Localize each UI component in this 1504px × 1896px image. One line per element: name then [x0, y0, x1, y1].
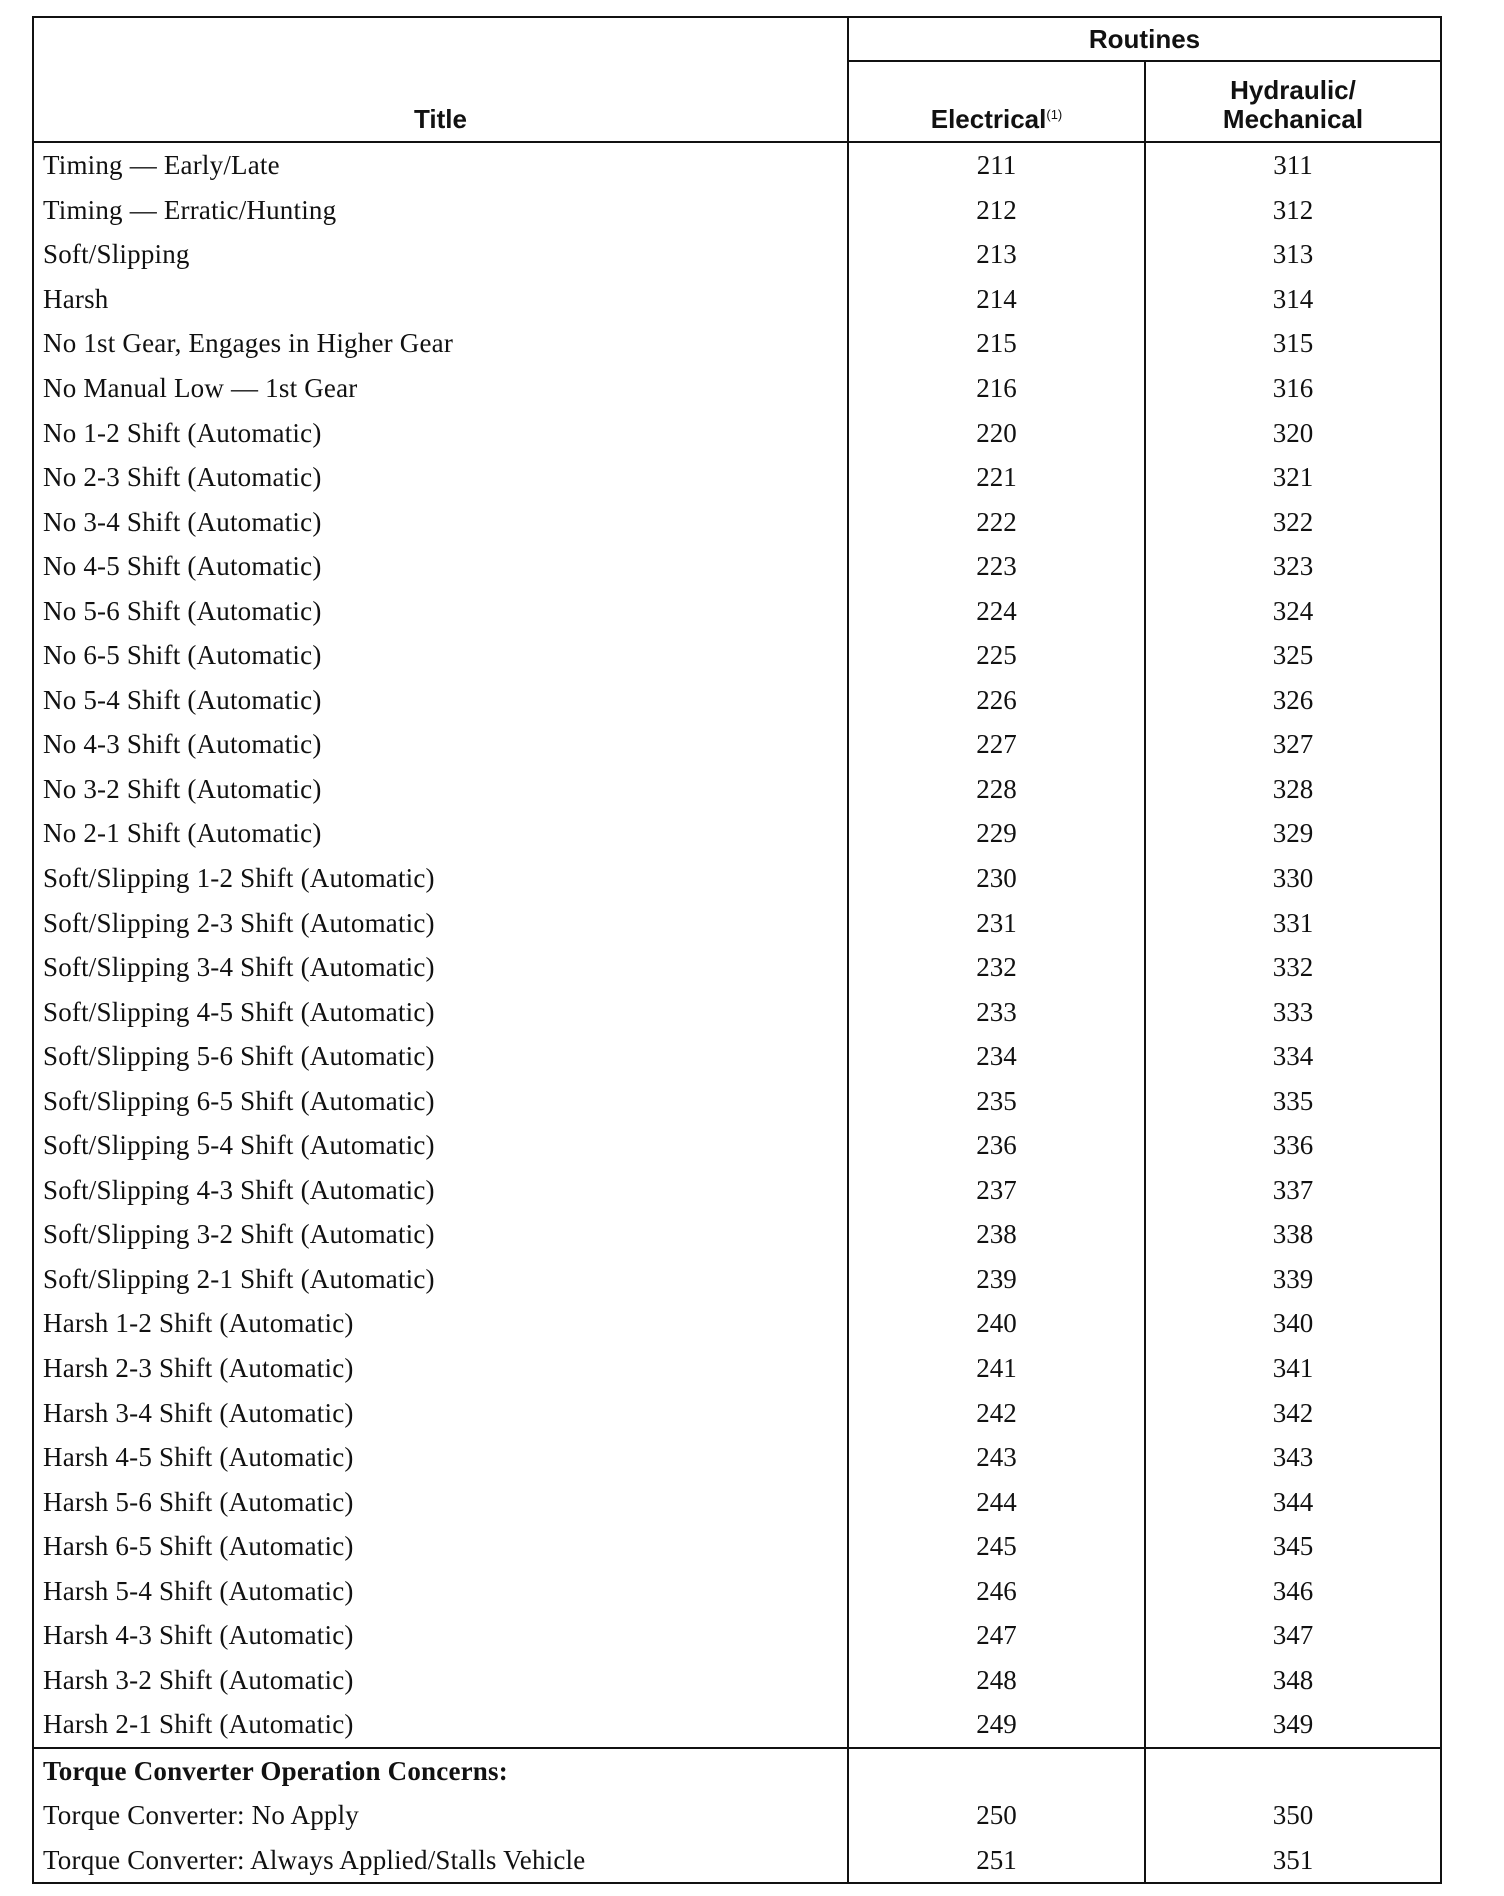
hydraulic-routine-cell: 324: [1145, 588, 1441, 633]
hydraulic-routine-cell: 347: [1145, 1613, 1441, 1658]
hydraulic-routine-cell: 328: [1145, 767, 1441, 812]
row-title-cell: Soft/Slipping 4-3 Shift (Automatic): [33, 1168, 848, 1213]
electrical-routine-cell: 242: [848, 1390, 1145, 1435]
row-title-cell: No 5-6 Shift (Automatic): [33, 588, 848, 633]
electrical-routine-cell: 212: [848, 188, 1145, 233]
row-title-cell: No 6-5 Shift (Automatic): [33, 633, 848, 678]
hydraulic-routine-cell: 337: [1145, 1168, 1441, 1213]
electrical-routine-cell: 239: [848, 1257, 1145, 1302]
row-title-cell: No 2-1 Shift (Automatic): [33, 811, 848, 856]
electrical-routine-cell: 243: [848, 1435, 1145, 1480]
row-title-cell: Soft/Slipping 5-6 Shift (Automatic): [33, 1034, 848, 1079]
row-title-cell: Soft/Slipping 3-4 Shift (Automatic): [33, 945, 848, 990]
hydraulic-routine-cell: 315: [1145, 321, 1441, 366]
table-row: [33, 1569, 1441, 1614]
table-row: [33, 811, 1441, 856]
row-title-cell: Timing — Early/Late: [33, 142, 848, 188]
electrical-routine-cell: 231: [848, 900, 1145, 945]
table-row: [33, 678, 1441, 723]
row-title-cell: Harsh 6-5 Shift (Automatic): [33, 1524, 848, 1569]
column-header-electrical: [848, 61, 1145, 142]
row-title-cell: Harsh: [33, 277, 848, 322]
row-title-cell: No 3-4 Shift (Automatic): [33, 499, 848, 544]
hydraulic-routine-cell: 350: [1145, 1793, 1441, 1838]
electrical-routine-cell: 244: [848, 1479, 1145, 1524]
hydraulic-routine-cell: 344: [1145, 1479, 1441, 1524]
hydraulic-routine-cell: 326: [1145, 678, 1441, 723]
table-row: [33, 1123, 1441, 1168]
column-header-hydraulic-mechanical: [1145, 61, 1441, 142]
table-row: [33, 1168, 1441, 1213]
hydraulic-routine-cell: 323: [1145, 544, 1441, 589]
electrical-routine-cell: 220: [848, 410, 1145, 455]
electrical-routine-cell: 221: [848, 455, 1145, 500]
hydraulic-routine-cell: 331: [1145, 900, 1441, 945]
row-title-cell: Soft/Slipping 2-1 Shift (Automatic): [33, 1257, 848, 1302]
electrical-routine-cell: 226: [848, 678, 1145, 723]
table-row: [33, 455, 1441, 500]
electrical-routine-cell: 211: [848, 142, 1145, 188]
hydraulic-routine-cell: 336: [1145, 1123, 1441, 1168]
electrical-routine-cell: 222: [848, 499, 1145, 544]
electrical-routine-cell: 245: [848, 1524, 1145, 1569]
hydraulic-routine-cell: 351: [1145, 1838, 1441, 1884]
hydraulic-routine-cell: 346: [1145, 1569, 1441, 1614]
electrical-routine-cell: 216: [848, 366, 1145, 411]
row-title-cell: Harsh 2-1 Shift (Automatic): [33, 1702, 848, 1748]
row-title-cell: Torque Converter: Always Applied/Stalls Vehicle: [33, 1838, 848, 1884]
electrical-routine-cell: 213: [848, 232, 1145, 277]
electrical-routine-cell: 236: [848, 1123, 1145, 1168]
row-title-cell: No Manual Low — 1st Gear: [33, 366, 848, 411]
table-row: [33, 633, 1441, 678]
electrical-routine-cell: 247: [848, 1613, 1145, 1658]
table-row: [33, 1212, 1441, 1257]
electrical-routine-cell: 248: [848, 1658, 1145, 1703]
electrical-routine-cell: 241: [848, 1346, 1145, 1391]
table-body: [33, 142, 1441, 1748]
table-row: [33, 1658, 1441, 1703]
electrical-routine-cell: 223: [848, 544, 1145, 589]
row-title-cell: Soft/Slipping 3-2 Shift (Automatic): [33, 1212, 848, 1257]
electrical-routine-cell: 235: [848, 1078, 1145, 1123]
row-title-cell: Soft/Slipping 4-5 Shift (Automatic): [33, 989, 848, 1034]
hydraulic-routine-cell: 348: [1145, 1658, 1441, 1703]
torque-converter-section: [33, 1748, 1441, 1884]
row-title-cell: No 1-2 Shift (Automatic): [33, 410, 848, 455]
electrical-routine-cell: 227: [848, 722, 1145, 767]
section-empty-cell: [1145, 1748, 1441, 1794]
row-title-cell: Soft/Slipping 2-3 Shift (Automatic): [33, 900, 848, 945]
hydraulic-routine-cell: 338: [1145, 1212, 1441, 1257]
electrical-routine-cell: 225: [848, 633, 1145, 678]
table-row: [33, 1838, 1441, 1884]
section-empty-cell: [848, 1748, 1145, 1794]
table-row: [33, 900, 1441, 945]
hydraulic-routine-cell: 313: [1145, 232, 1441, 277]
hydraulic-routine-cell: 332: [1145, 945, 1441, 990]
hydraulic-routine-cell: 333: [1145, 989, 1441, 1034]
section-title: Torque Converter Operation Concerns:: [33, 1748, 848, 1794]
table-row: [33, 1435, 1441, 1480]
row-title-cell: No 2-3 Shift (Automatic): [33, 455, 848, 500]
table-row: [33, 1301, 1441, 1346]
electrical-routine-cell: 240: [848, 1301, 1145, 1346]
row-title-cell: No 5-4 Shift (Automatic): [33, 678, 848, 723]
hydraulic-routine-cell: 314: [1145, 277, 1441, 322]
hydraulic-routine-cell: 330: [1145, 856, 1441, 901]
hydraulic-routine-cell: 321: [1145, 455, 1441, 500]
row-title-cell: No 4-3 Shift (Automatic): [33, 722, 848, 767]
table-header: [33, 17, 1441, 142]
row-title-cell: Harsh 4-3 Shift (Automatic): [33, 1613, 848, 1658]
hydraulic-routine-cell: 343: [1145, 1435, 1441, 1480]
row-title-cell: Soft/Slipping 6-5 Shift (Automatic): [33, 1078, 848, 1123]
table-row: [33, 1390, 1441, 1435]
table-row: [33, 767, 1441, 812]
table-row: [33, 1257, 1441, 1302]
electrical-routine-cell: 224: [848, 588, 1145, 633]
row-title-cell: No 1st Gear, Engages in Higher Gear: [33, 321, 848, 366]
electrical-routine-cell: 234: [848, 1034, 1145, 1079]
hydraulic-routine-cell: 349: [1145, 1702, 1441, 1748]
section-header-row: [33, 1748, 1441, 1794]
row-title-cell: Harsh 3-2 Shift (Automatic): [33, 1658, 848, 1703]
table-row: [33, 366, 1441, 411]
hydraulic-label-line2: Mechanical: [1222, 104, 1364, 134]
column-group-header-routines: Routines: [848, 17, 1441, 61]
table-row: [33, 499, 1441, 544]
row-title-cell: No 3-2 Shift (Automatic): [33, 767, 848, 812]
hydraulic-routine-cell: 341: [1145, 1346, 1441, 1391]
hydraulic-routine-cell: 311: [1145, 142, 1441, 188]
hydraulic-routine-cell: 335: [1145, 1078, 1441, 1123]
electrical-routine-cell: 251: [848, 1838, 1145, 1884]
row-title-cell: Harsh 5-4 Shift (Automatic): [33, 1569, 848, 1614]
table-row: [33, 989, 1441, 1034]
hydraulic-routine-cell: 345: [1145, 1524, 1441, 1569]
electrical-routine-cell: 238: [848, 1212, 1145, 1257]
electrical-routine-cell: 215: [848, 321, 1145, 366]
routines-table: [32, 16, 1442, 1884]
table-row: [33, 1078, 1441, 1123]
row-title-cell: Harsh 3-4 Shift (Automatic): [33, 1390, 848, 1435]
electrical-routine-cell: 230: [848, 856, 1145, 901]
table-row: [33, 1613, 1441, 1658]
electrical-routine-cell: 228: [848, 767, 1145, 812]
hydraulic-routine-cell: 316: [1145, 366, 1441, 411]
electrical-routine-cell: 237: [848, 1168, 1145, 1213]
row-title-cell: Harsh 4-5 Shift (Automatic): [33, 1435, 848, 1480]
column-header-title: Title: [33, 17, 848, 142]
table-row: [33, 1034, 1441, 1079]
table-row: [33, 232, 1441, 277]
hydraulic-label-line1: Hydraulic/: [1230, 75, 1356, 105]
electrical-routine-cell: 232: [848, 945, 1145, 990]
table-row: [33, 722, 1441, 767]
hydraulic-routine-cell: 340: [1145, 1301, 1441, 1346]
table-row: [33, 188, 1441, 233]
electrical-label: Electrical: [930, 104, 1047, 134]
row-title-cell: Torque Converter: No Apply: [33, 1793, 848, 1838]
table-row: [33, 321, 1441, 366]
table-row: [33, 1524, 1441, 1569]
table-row: [33, 588, 1441, 633]
table-row: [33, 142, 1441, 188]
table-row: [33, 1702, 1441, 1748]
hydraulic-routine-cell: 342: [1145, 1390, 1441, 1435]
row-title-cell: Harsh 2-3 Shift (Automatic): [33, 1346, 848, 1391]
table-row: [33, 277, 1441, 322]
row-title-cell: Harsh 5-6 Shift (Automatic): [33, 1479, 848, 1524]
hydraulic-routine-cell: 312: [1145, 188, 1441, 233]
electrical-routine-cell: 250: [848, 1793, 1145, 1838]
electrical-routine-cell: 229: [848, 811, 1145, 856]
table-row: [33, 1346, 1441, 1391]
row-title-cell: No 4-5 Shift (Automatic): [33, 544, 848, 589]
hydraulic-routine-cell: 325: [1145, 633, 1441, 678]
hydraulic-routine-cell: 339: [1145, 1257, 1441, 1302]
table-row: [33, 1479, 1441, 1524]
hydraulic-routine-cell: 322: [1145, 499, 1441, 544]
electrical-routine-cell: 214: [848, 277, 1145, 322]
row-title-cell: Soft/Slipping 5-4 Shift (Automatic): [33, 1123, 848, 1168]
table-row: [33, 410, 1441, 455]
footnote-marker: (1): [1046, 107, 1063, 122]
hydraulic-routine-cell: 320: [1145, 410, 1441, 455]
electrical-routine-cell: 249: [848, 1702, 1145, 1748]
electrical-routine-cell: 246: [848, 1569, 1145, 1614]
hydraulic-routine-cell: 329: [1145, 811, 1441, 856]
row-title-cell: Soft/Slipping 1-2 Shift (Automatic): [33, 856, 848, 901]
electrical-routine-cell: 233: [848, 989, 1145, 1034]
hydraulic-routine-cell: 334: [1145, 1034, 1441, 1079]
hydraulic-routine-cell: 327: [1145, 722, 1441, 767]
row-title-cell: Harsh 1-2 Shift (Automatic): [33, 1301, 848, 1346]
row-title-cell: Timing — Erratic/Hunting: [33, 188, 848, 233]
row-title-cell: Soft/Slipping: [33, 232, 848, 277]
table-row: [33, 544, 1441, 589]
table-row: [33, 856, 1441, 901]
table-row: [33, 1793, 1441, 1838]
table-row: [33, 945, 1441, 990]
